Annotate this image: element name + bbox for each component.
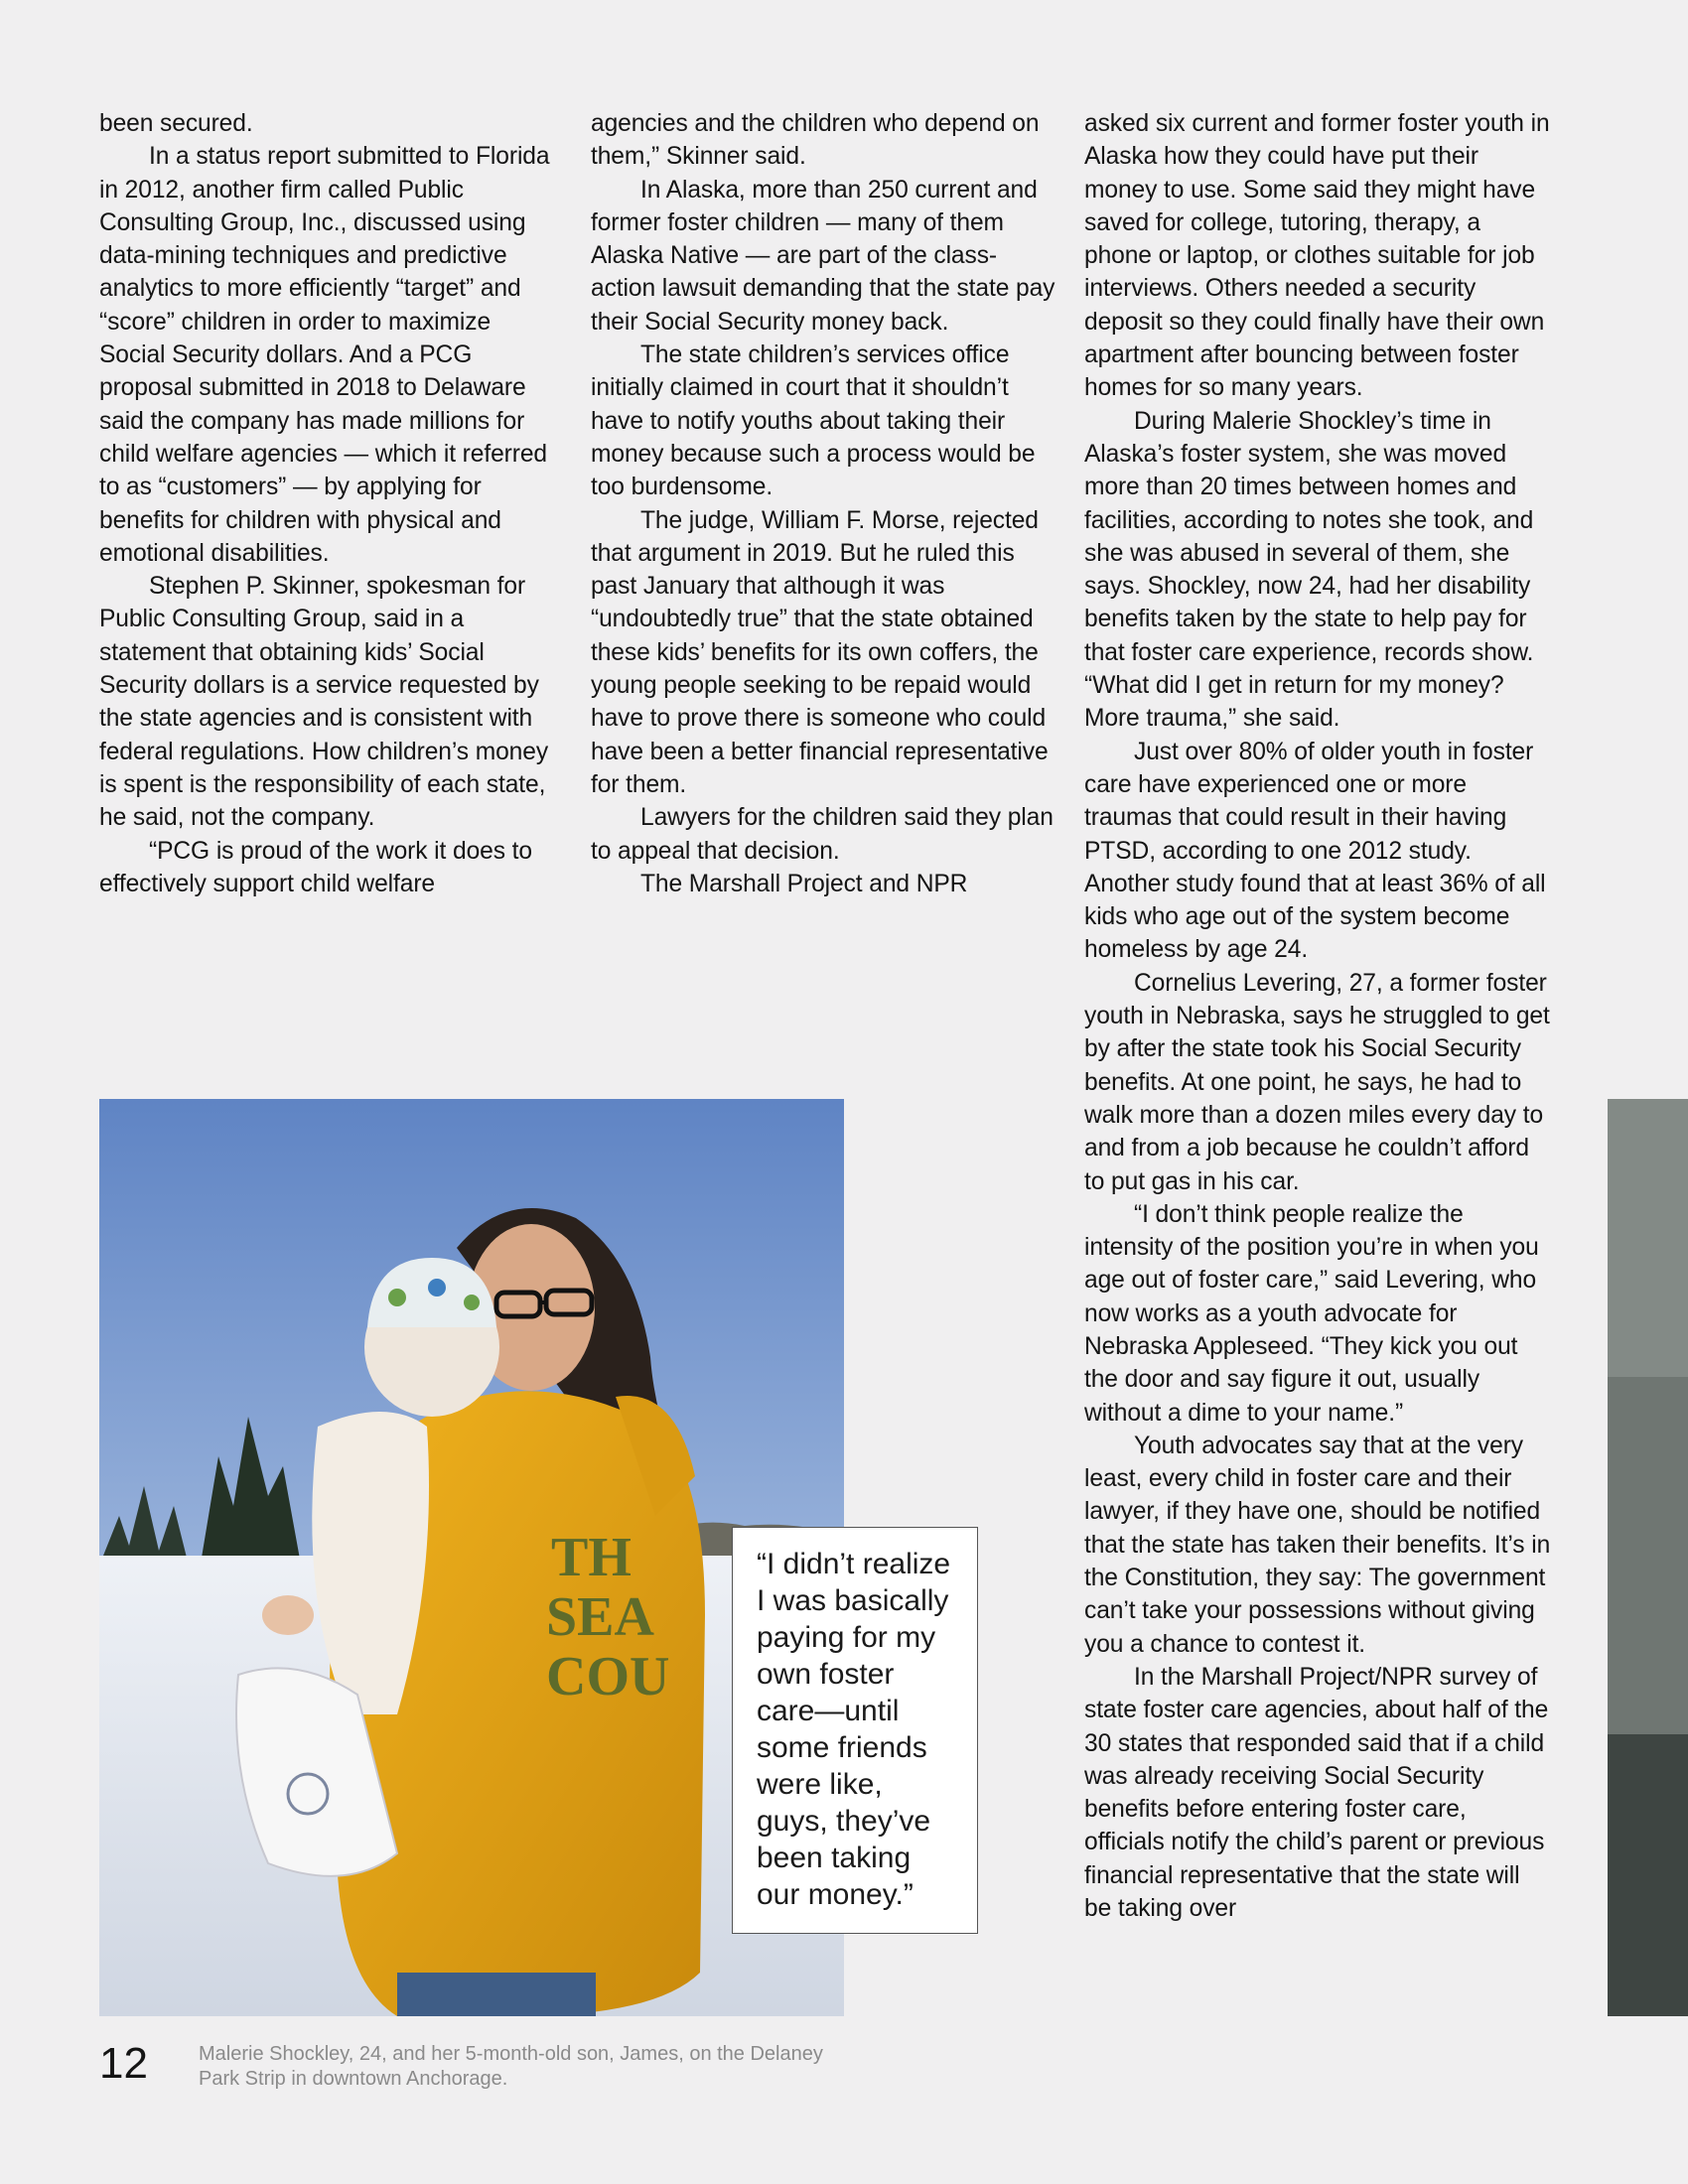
paragraph: agencies and the children who depend on them,” Skinner said. (591, 110, 1040, 171)
article-column-2 (591, 107, 1057, 900)
article-column-1 (99, 107, 556, 900)
hoodie-text-1: TH (551, 1527, 632, 1588)
hoodie-text-2: SEA (546, 1586, 654, 1648)
page-number: 12 (99, 2039, 148, 2088)
paragraph: In the Marshall Project/NPR survey of state foster care agencies, about half of the 30 states that responded said that if a child was already receiving Social Security benefits before entering foster care, officials notify the child’s parent or previous financial representative that the state will be taking over (1084, 1663, 1549, 1923)
paragraph: In a status report submitted to Florida in 2012, another firm called Public Consulting Group, Inc., discussed using data-mining techniques and predictive analytics to more efficiently “target” and “score” children in order to maximize Social Security dollars. And a PCG proposal submitted in 2018 to Delaware said the company has made millions for child welfare agencies — which it referred to as “customers” — by applying for benefits for children with physical and emotional disabilities. (99, 143, 550, 567)
paragraph: Lawyers for the children said they plan to appeal that decision. (591, 804, 1054, 865)
paragraph: The Marshall Project and NPR (640, 870, 968, 897)
paragraph: In Alaska, more than 250 current and former foster children — many of them Alaska Native — are part of the class-action lawsuit demanding that the state pay their Social Security money back. (591, 176, 1055, 336)
paragraph: The judge, William F. Morse, rejected that argument in 2019. But he ruled this past January that although it was “undoubtedly true” that the state obtained these kids’ benefits for its own coffers, the young people seeking to be repaid would have to prove there is someone who could have been a better financial representative for them. (591, 506, 1049, 798)
photo-caption: Malerie Shockley, 24, and her 5-month-old son, James, on the Delaney Park Strip in downtown Anchorage. (199, 2043, 823, 2090)
paragraph: The state children’s services office initially claimed in court that it shouldn’t have to notify youths about taking their money because such a process would be too burdensome. (591, 341, 1036, 501)
paragraph: been secured. (99, 110, 253, 137)
pull-quote: “I didn’t realize I was basically paying for my own foster care—until some friends were like, guys, they’ve been taking our money.” (732, 1527, 978, 1934)
paragraph: “PCG is proud of the work it does to effectively support child welfare (99, 837, 532, 897)
paragraph: During Malerie Shockley’s time in Alaska’s foster system, she was moved more than 20 times between homes and facilities, according to notes she took, and she was abused in several of them, she says. Shockley, now 24, had her disability benefits taken by the state to help pay for that foster care experience, records show. “What did I get in return for my money? More trauma,” she said. (1084, 407, 1534, 733)
paragraph: “I don’t think people realize the intensity of the position you’re in when you age out of foster care,” said Levering, who now works as a youth advocate for Nebraska Appleseed. “They kick you out the door and say figure it out, usually without a dime to your name.” (1084, 1200, 1539, 1427)
paragraph: asked six current and former foster youth in Alaska how they could have put their money to use. Some said they might have saved for college, tutoring, therapy, a phone or laptop, or clothes suitable for job interviews. Others needed a security deposit so they could finally have their own apartment after bouncing between foster homes for so many years. (1084, 110, 1550, 402)
paragraph: Cornelius Levering, 27, a former foster youth in Nebraska, says he struggled to get by after the state took his Social Security benefits. At one point, he says, he had to walk more than a dozen miles every day to and from a job because he couldn’t afford to put gas in his car. (1084, 969, 1550, 1195)
paragraph: Youth advocates say that at the very least, every child in foster care and their lawyer, if they have one, should be notified that the state has taken their benefits. It’s in the Constitution, they say: The government can’t take your possessions without giving you a chance to contest it. (1084, 1432, 1551, 1658)
article-column-3 (1084, 107, 1551, 1925)
hoodie-text-3: COU (546, 1646, 670, 1707)
paragraph: Stephen P. Skinner, spokesman for Public Consulting Group, said in a statement that obtaining kids’ Social Security dollars is a service requested by the state agencies and is consistent with federal regulations. How children’s money is spent is the responsibility of each state, he said, not the company. (99, 573, 549, 832)
adjacent-page-photo-edge (1608, 1099, 1688, 2016)
paragraph: Just over 80% of older youth in foster care have experienced one or more traumas that could result in their having PTSD, according to one 2012 study. Another study found that at least 36% of all kids who age out of the system become homeless by age 24. (1084, 738, 1546, 964)
